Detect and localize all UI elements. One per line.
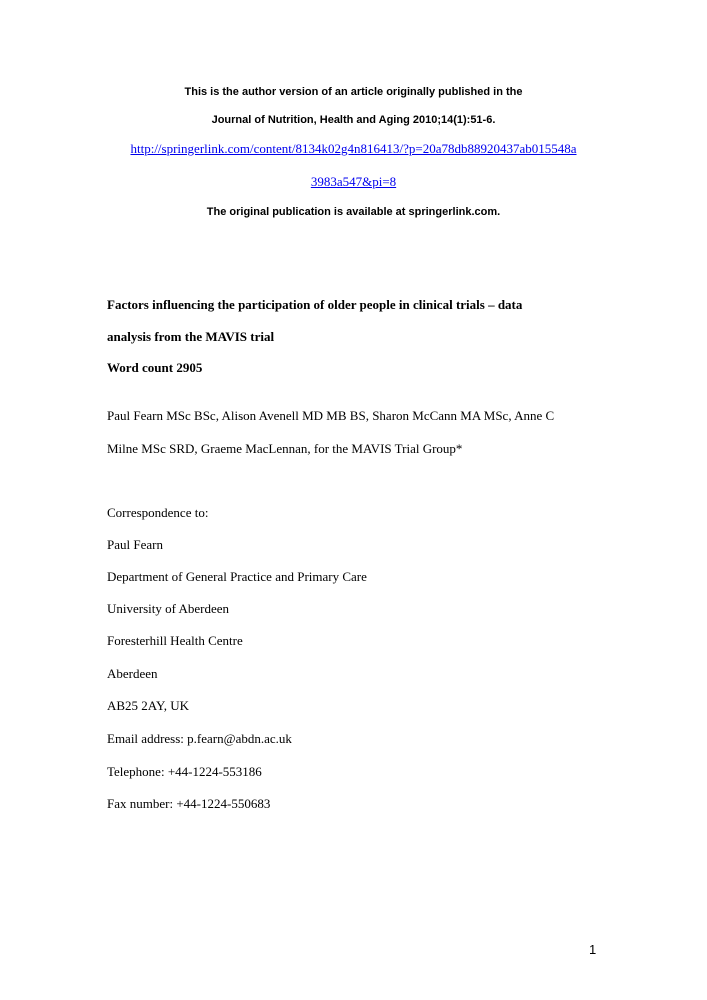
- correspondence-fax: Fax number: +44-1224-550683: [107, 796, 271, 811]
- publication-notice-line-2: Journal of Nutrition, Health and Aging 2010;14(1):51-6.: [211, 114, 496, 126]
- authors-line-1: Paul Fearn MSc BSc, Alison Avenell MD MB BS, Sharon McCann MA MSc, Anne C: [107, 408, 555, 423]
- availability-notice: The original publication is available at springerlink.com.: [206, 206, 501, 218]
- correspondence-postcode: AB25 2AY, UK: [107, 698, 189, 713]
- authors-line-2: Milne MSc SRD, Graeme MacLennan, for the MAVIS Trial Group*: [107, 441, 463, 456]
- correspondence-university: University of Aberdeen: [107, 601, 230, 616]
- publication-notice-line-1: This is the author version of an article originally published in the: [184, 86, 523, 98]
- word-count: Word count 2905: [107, 360, 203, 375]
- correspondence-city: Aberdeen: [107, 666, 158, 681]
- correspondence-department: Department of General Practice and Primary Care: [107, 569, 367, 584]
- article-link-line-2[interactable]: [0, 174, 707, 190]
- correspondence-centre: Foresterhill Health Centre: [107, 633, 243, 648]
- article-title-line-1: Factors influencing the participation of older people in clinical trials – data: [107, 297, 523, 312]
- article-link-text-1[interactable]: http://springerlink.com/content/8134k02g4n816413/?p=20a78db88920437ab015548a: [130, 141, 577, 156]
- correspondence-email: Email address: p.fearn@abdn.ac.uk: [107, 731, 292, 746]
- correspondence-heading: Correspondence to:: [107, 505, 209, 520]
- correspondence-name: Paul Fearn: [107, 537, 163, 552]
- correspondence-telephone: Telephone: +44-1224-553186: [107, 764, 262, 779]
- article-title-line-2: analysis from the MAVIS trial: [107, 329, 275, 344]
- page-number: 1: [589, 942, 597, 957]
- article-link-line-1[interactable]: [0, 141, 707, 157]
- article-link-text-2[interactable]: 3983a547&pi=8: [310, 174, 397, 189]
